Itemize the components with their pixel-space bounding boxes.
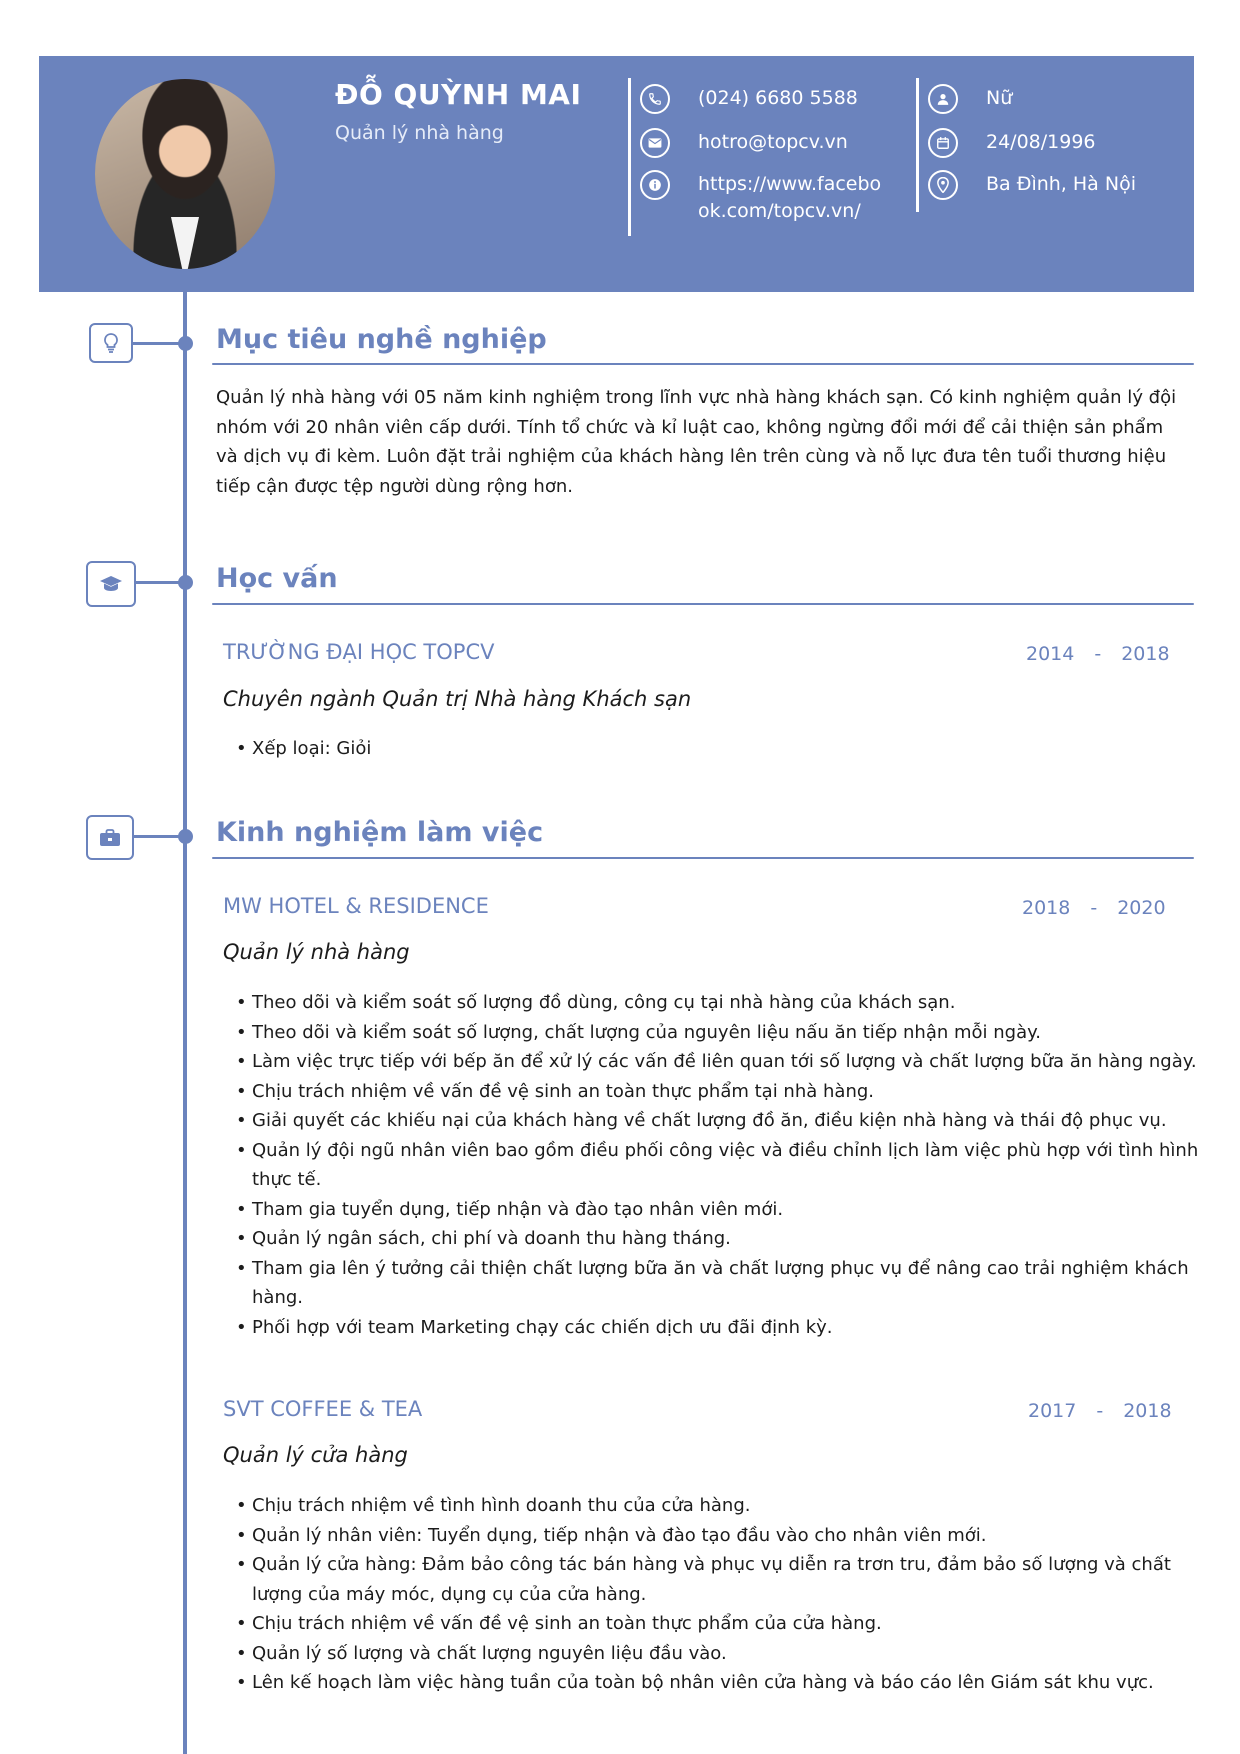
job-role: Quản lý cửa hàng [223, 1443, 408, 1467]
company-name: SVT COFFEE & TEA [223, 1397, 423, 1421]
list-item: • Quản lý cửa hàng: Đảm bảo công tác bán hàng và phục vụ diễn ra trơn tru, đảm bảo số lượng và chất lượng của máy móc, dụng cụ của cửa hàng. [252, 1550, 1202, 1609]
header-divider [628, 78, 631, 236]
list-item: • Theo dõi và kiểm soát số lượng đồ dùng, công cụ tại nhà hàng của khách sạn. [252, 988, 1202, 1018]
list-item: • Xếp loại: Giỏi [252, 734, 1202, 764]
list-item: • Làm việc trực tiếp với bếp ăn để xử lý các vấn đề liên quan tới số lượng và chất lượng bữa ăn hàng ngày. [252, 1047, 1202, 1077]
job-dates: 2018 - 2020 [1022, 897, 1166, 919]
timeline-dot [178, 336, 193, 351]
list-item: • Quản lý đội ngũ nhân viên bao gồm điều phối công việc và điều chỉnh lịch làm việc phù hợp với tình hình thực tế. [252, 1136, 1202, 1195]
list-item: • Quản lý ngân sách, chi phí và doanh thu hàng tháng. [252, 1224, 1202, 1254]
objective-heading: Mục tiêu nghề nghiệp [216, 324, 547, 355]
email-icon [640, 128, 670, 158]
gender-value: Nữ [986, 87, 1013, 109]
section-underline [212, 603, 1194, 605]
company-name: MW HOTEL & RESIDENCE [223, 894, 489, 918]
timeline-dot [178, 575, 193, 590]
lightbulb-icon [89, 323, 133, 363]
cv-header [39, 56, 1194, 292]
list-item: • Giải quyết các khiếu nại của khách hàng về chất lượng đồ ăn, điều kiện nhà hàng và thái độ phục vụ. [252, 1106, 1202, 1136]
timeline-connector [134, 835, 183, 838]
briefcase-icon [86, 815, 134, 860]
list-item: • Tham gia tuyển dụng, tiếp nhận và đào tạo nhân viên mới. [252, 1195, 1202, 1225]
website-url[interactable]: https://www.facebo ok.com/topcv.vn/ [698, 173, 882, 222]
address-value: Ba Đình, Hà Nội [986, 173, 1136, 195]
list-item: • Lên kế hoạch làm việc hàng tuần của toàn bộ nhân viên cửa hàng và báo cáo lên Giám sát khu vực. [252, 1668, 1202, 1698]
location-pin-icon [928, 170, 958, 200]
list-item: • Chịu trách nhiệm về tình hình doanh thu của cửa hàng. [252, 1491, 1202, 1521]
education-heading: Học vấn [216, 563, 338, 594]
list-item: • Theo dõi và kiểm soát số lượng, chất lượng của nguyên liệu nấu ăn tiếp nhận mỗi ngày. [252, 1018, 1202, 1048]
timeline-dot [178, 829, 193, 844]
section-underline [212, 363, 1194, 365]
job-role: Quản lý nhà hàng [223, 940, 410, 964]
job-responsibilities [236, 1491, 1202, 1698]
list-item: • Phối hợp với team Marketing chạy các chiến dịch ưu đãi định kỳ. [252, 1313, 1202, 1343]
calendar-icon [928, 128, 958, 158]
section-underline [212, 857, 1194, 859]
timeline-line [183, 292, 187, 1754]
info-address [928, 170, 1136, 200]
phone-number[interactable]: (024) 6680 5588 [698, 87, 858, 109]
objective-text: Quản lý nhà hàng với 05 năm kinh nghiệm trong lĩnh vực nhà hàng khách sạn. Có kinh nghiệm quản lý đội nhóm với 20 nhân viên cấp dưới. Tính tổ chức và kỉ luật cao, không ngừng đổi mới để cải thiện sản phẩm và dịch vụ đi kèm. Luôn đặt trải nghiệm của khách hàng lên trên cùng và nỗ lực đưa tên tuổi thương hiệu tiếp cận được tệp người dùng rộng hơn. [216, 387, 1177, 497]
school-name: TRƯỜNG ĐẠI HỌC TOPCV [223, 640, 495, 664]
job-dates: 2017 - 2018 [1028, 1400, 1172, 1422]
user-icon [928, 84, 958, 114]
info-gender [928, 84, 1012, 114]
email-address[interactable]: hotro@topcv.vn [698, 131, 848, 153]
profile-photo [95, 79, 275, 269]
list-item: • Quản lý nhân viên: Tuyển dụng, tiếp nhận và đào tạo đầu vào cho nhân viên mới. [252, 1521, 1202, 1551]
phone-icon [640, 84, 670, 114]
list-item: • Chịu trách nhiệm về vấn đề vệ sinh an toàn thực phẩm của cửa hàng. [252, 1609, 1202, 1639]
job-responsibilities [236, 988, 1202, 1342]
contact-phone [640, 84, 858, 114]
contact-website [640, 170, 881, 225]
birthday-value: 24/08/1996 [986, 131, 1096, 153]
contact-email [640, 128, 848, 158]
list-item: • Quản lý số lượng và chất lượng nguyên liệu đầu vào. [252, 1639, 1202, 1669]
header-divider [916, 78, 919, 212]
graduation-cap-icon [86, 561, 136, 607]
education-major: Chuyên ngành Quản trị Nhà hàng Khách sạn [223, 687, 692, 711]
info-icon [640, 170, 670, 200]
education-details [236, 734, 1202, 764]
education-dates: 2014 - 2018 [1026, 643, 1170, 665]
experience-heading: Kinh nghiệm làm việc [216, 817, 544, 848]
candidate-title: Quản lý nhà hàng [335, 122, 504, 144]
timeline-connector [133, 342, 183, 345]
timeline-connector [136, 581, 183, 584]
info-birthday [928, 128, 1096, 158]
candidate-name: ĐỖ QUỲNH MAI [335, 78, 582, 111]
list-item: • Tham gia lên ý tưởng cải thiện chất lượng bữa ăn và chất lượng phục vụ để nâng cao trải nghiệm khách hàng. [252, 1254, 1202, 1313]
list-item: • Chịu trách nhiệm về vấn đề vệ sinh an toàn thực phẩm tại nhà hàng. [252, 1077, 1202, 1107]
